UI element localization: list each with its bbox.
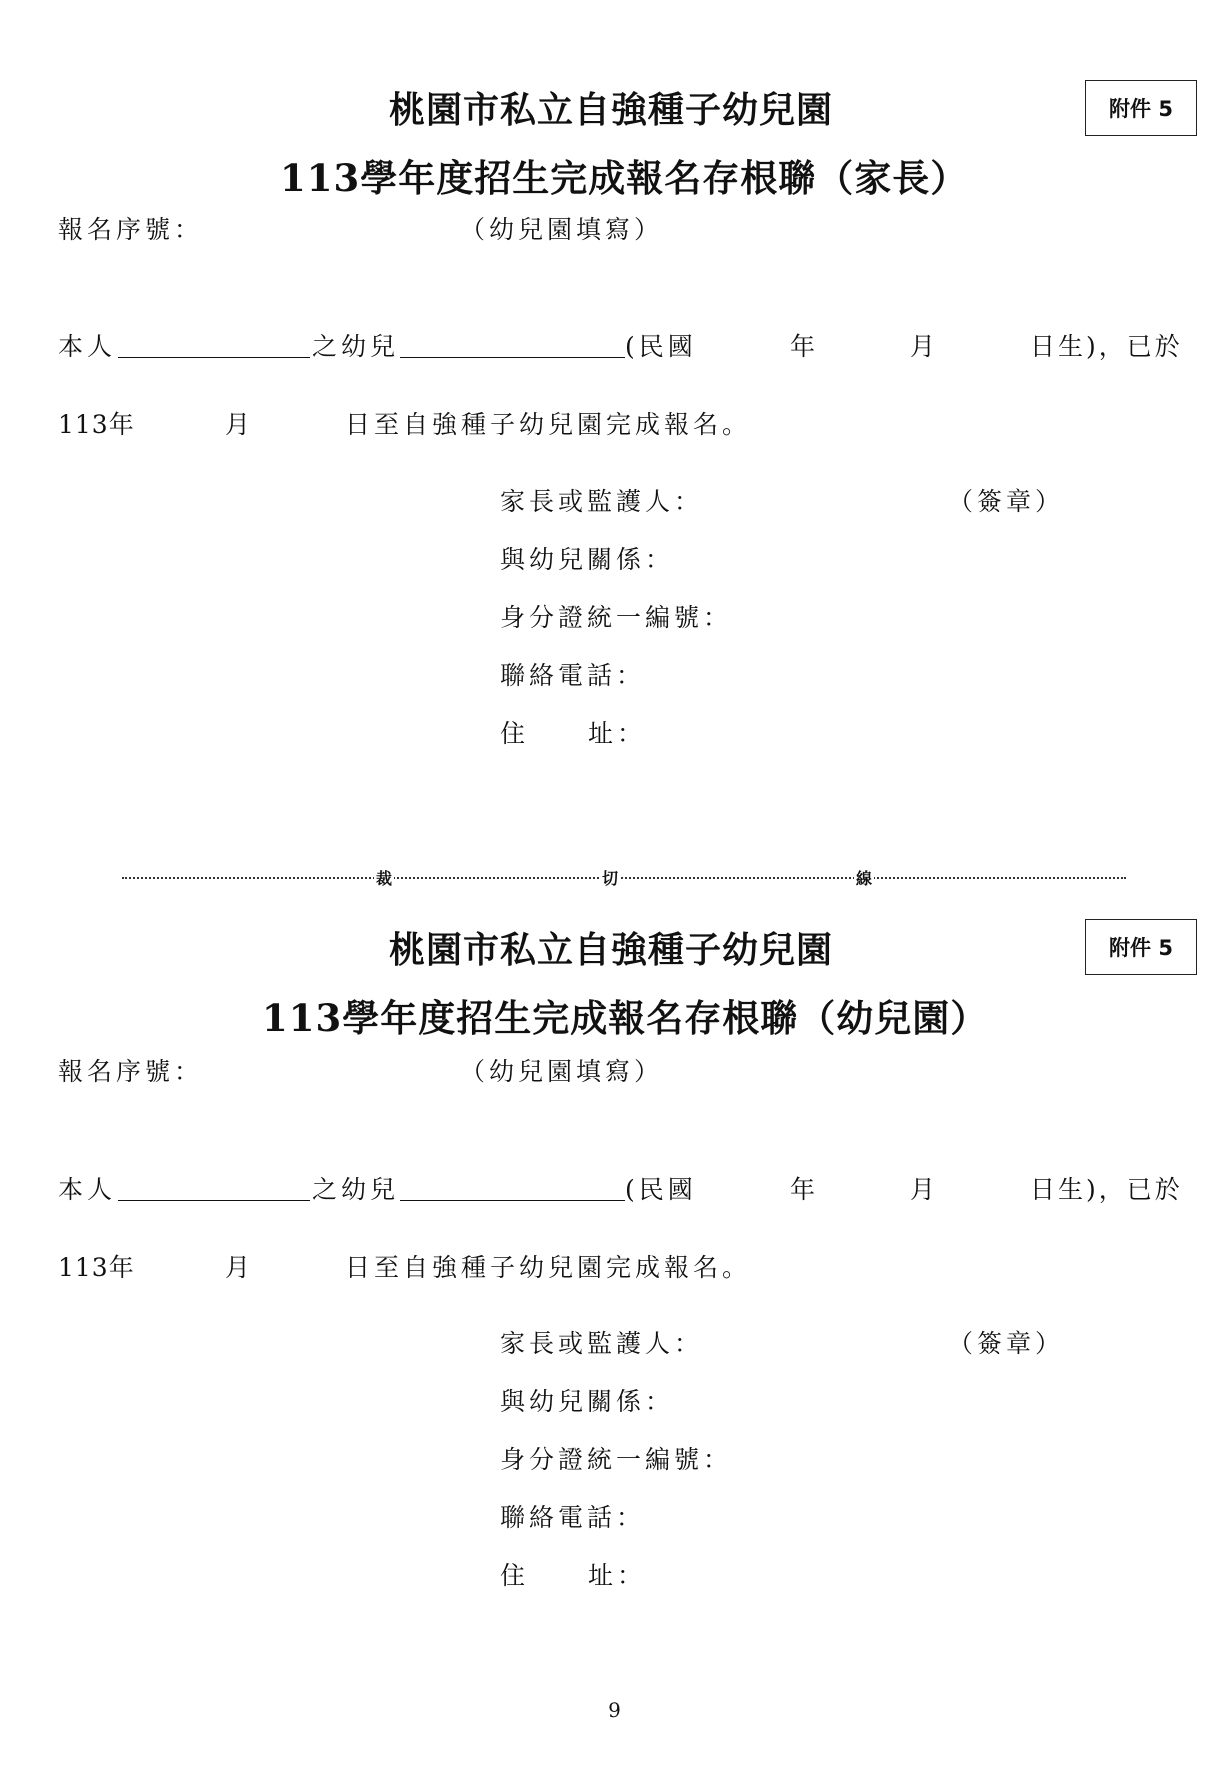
address-label-second: 址： bbox=[588, 719, 647, 748]
birth-month-label: 月 bbox=[910, 332, 940, 361]
minguo-label: (民國 bbox=[625, 332, 697, 361]
guardian-label: 家長或監護人： bbox=[500, 487, 704, 516]
reg-year-label: 113年 bbox=[58, 1253, 135, 1282]
form-title: 113學年度招生完成報名存根聯（幼兒園） bbox=[262, 996, 989, 1040]
birth-year-label: 年 bbox=[790, 332, 820, 361]
cut-line-dots bbox=[122, 877, 1126, 879]
id-number-label: 身分證統一編號： bbox=[500, 1445, 733, 1474]
serial-label: 報名序號： bbox=[58, 215, 204, 244]
phone-label: 聯絡電話： bbox=[500, 1503, 646, 1532]
cut-line-char-1: 裁 bbox=[374, 866, 394, 889]
seal-label: （簽章） bbox=[948, 487, 1065, 516]
child-label: 之幼兒 bbox=[312, 1175, 400, 1204]
child-name-blank[interactable] bbox=[400, 357, 625, 358]
seal-label: （簽章） bbox=[948, 1329, 1065, 1358]
cut-line bbox=[122, 866, 1126, 890]
relation-label: 與幼兒關係： bbox=[500, 1387, 675, 1416]
phone-label: 聯絡電話： bbox=[500, 661, 646, 690]
birth-day-label: 日生)，已於 bbox=[1030, 332, 1183, 361]
parent-name-blank[interactable] bbox=[118, 357, 310, 358]
reg-month-label: 月 bbox=[225, 410, 255, 439]
self-label: 本人 bbox=[58, 332, 117, 361]
birth-month-label: 月 bbox=[910, 1175, 940, 1204]
page-number: 9 bbox=[608, 1698, 621, 1722]
child-label: 之幼兒 bbox=[312, 332, 400, 361]
reg-completion-text: 日至自強種子幼兒園完成報名。 bbox=[345, 410, 752, 439]
form-title: 113學年度招生完成報名存根聯（家長） bbox=[280, 156, 969, 200]
cut-line-char-3: 線 bbox=[854, 866, 874, 889]
school-name: 桃園市私立自強種子幼兒園 bbox=[389, 90, 834, 131]
cut-line-char-2: 切 bbox=[600, 866, 620, 889]
address-label-first: 住 bbox=[500, 1561, 530, 1590]
child-name-blank[interactable] bbox=[400, 1200, 625, 1201]
guardian-label: 家長或監護人： bbox=[500, 1329, 704, 1358]
school-name: 桃園市私立自強種子幼兒園 bbox=[389, 930, 834, 971]
birth-day-label: 日生)，已於 bbox=[1030, 1175, 1183, 1204]
address-label-first: 住 bbox=[500, 719, 530, 748]
birth-year-label: 年 bbox=[790, 1175, 820, 1204]
attachment-label: 附件 5 bbox=[1085, 80, 1197, 136]
reg-completion-text: 日至自強種子幼兒園完成報名。 bbox=[345, 1253, 752, 1282]
parent-name-blank[interactable] bbox=[118, 1200, 310, 1201]
serial-note: （幼兒園填寫） bbox=[460, 215, 664, 244]
serial-label: 報名序號： bbox=[58, 1057, 204, 1086]
self-label: 本人 bbox=[58, 1175, 117, 1204]
minguo-label: (民國 bbox=[625, 1175, 697, 1204]
reg-month-label: 月 bbox=[225, 1253, 255, 1282]
serial-note: （幼兒園填寫） bbox=[460, 1057, 664, 1086]
relation-label: 與幼兒關係： bbox=[500, 545, 675, 574]
attachment-label: 附件 5 bbox=[1085, 919, 1197, 975]
reg-year-label: 113年 bbox=[58, 410, 135, 439]
id-number-label: 身分證統一編號： bbox=[500, 603, 733, 632]
address-label-second: 址： bbox=[588, 1561, 647, 1590]
